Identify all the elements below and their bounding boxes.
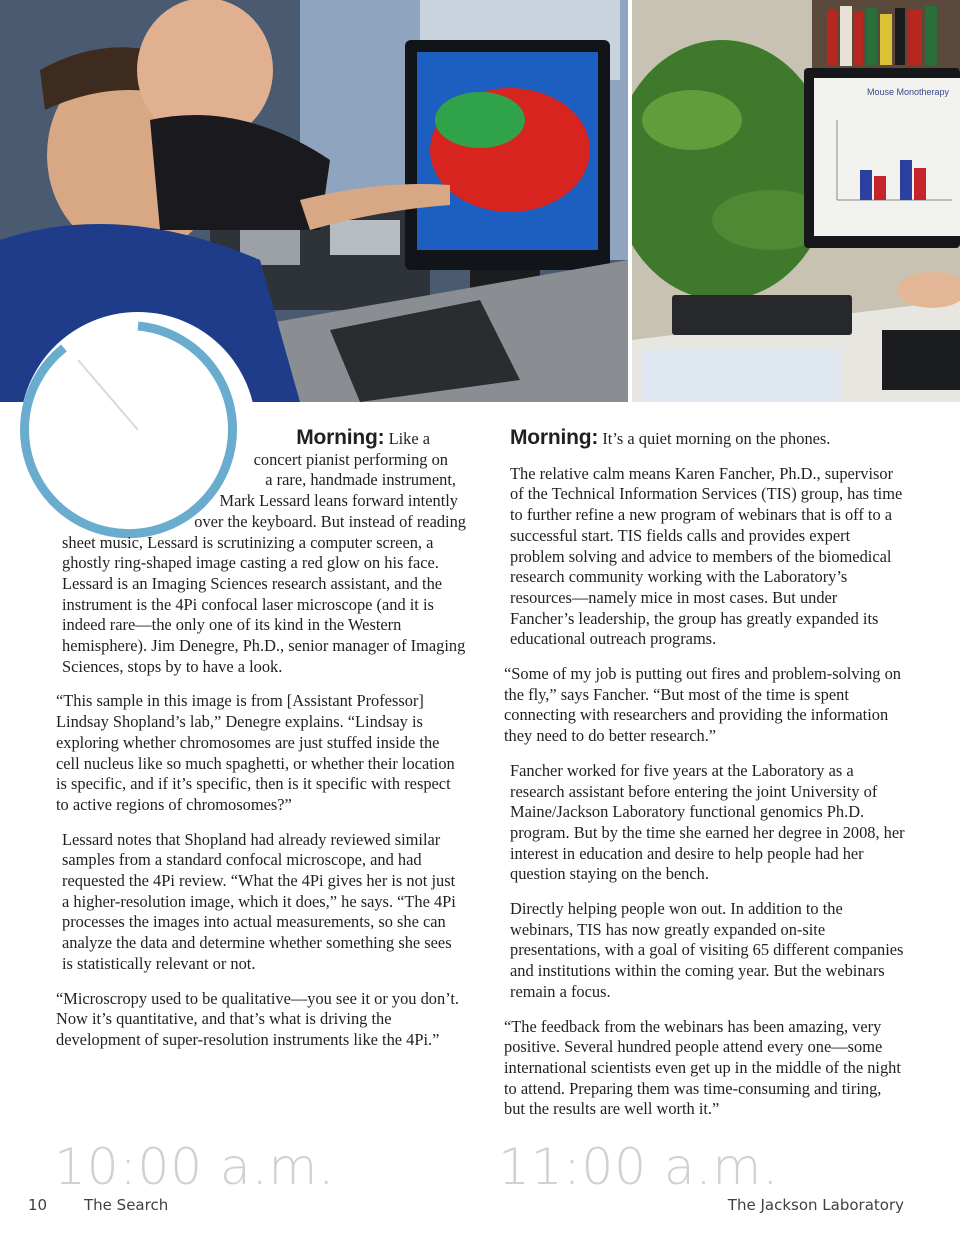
right-lede: Morning: It’s a quiet morning on the phones. — [510, 426, 831, 449]
time-stamp-10am: 10:00 a.m. — [54, 1138, 336, 1196]
left-paragraph-4: “Microscropy used to be qualitative—you see it or you don’t. Now it’s quantitative, and that’s what is driving the development of super-resolution instruments like the 4Pi.” — [56, 988, 460, 1049]
monitor-chart-title: Mouse Monotherapy — [867, 87, 950, 97]
right-article — [504, 426, 905, 1134]
right-paragraph-2: The relative calm means Karen Fancher, Ph.D., supervisor of the Technical Information Services (TIS) group, has time to further refine a new program of webinars that is off to a successful start. TIS fields calls and provides expert problem solving and advice to members of the biomedical research community working with the Laboratory’s resources—namely mice in most cases. But under Fancher’s leadership, the group has greatly expanded its educational outreach programs. — [510, 463, 903, 649]
right-lead-word: Morning: — [510, 426, 599, 449]
right-paragraph-6: “The feedback from the webinars has been amazing, very positive. Several hundred people attend every one—some international scientists even get up in the middle of the night to attend. Preparing them was time-consuming and tiring, but the results are well worth it.” — [504, 1016, 901, 1119]
time-stamp-11am: 11:00 a.m. — [498, 1138, 780, 1196]
left-lede: Morning: Like a concert pianist performing on a rare, handmade instrument, Mark Lessard leans forward intently over the keyboard. But instead of reading sheet music, Lessard is scrutinizing a computer screen, a ghostly ring-shaped image casting a red glow on his face. Lessard is an Imaging Sciences research assistant, and the instrument is the 4Pi confocal laser microscope (and it is indeed rare—the only one of its kind in the Western hemisphere). Jim Denegre, Ph.D., senior manager of Imaging Sciences, stops by to have a look. — [62, 426, 466, 676]
page-number: 10 — [28, 1196, 48, 1214]
left-article — [56, 426, 466, 1065]
publication-name: The Search — [84, 1196, 169, 1214]
left-lead-word: Morning: — [296, 426, 385, 449]
header-photo-band — [0, 0, 960, 402]
office-monitor-photo — [632, 0, 960, 402]
left-paragraph-3: Lessard notes that Shopland had already reviewed similar samples from a standard confocal microscope, and had requested the 4Pi review. “What the 4Pi gives her is not just a higher-resolution image, which it does,” he says. “The 4Pi processes the images into actual measurements, so she can analyze the data and determine whether something she sees is statistically relevant or not. — [62, 829, 456, 973]
left-paragraph-1-rest: sheet music, Lessard is scrutinizing a computer screen, a ghostly ring-shaped image casting a red glow on his face. Lessard is an Imaging Sciences research assistant, and the instrument is the 4Pi confocal laser microscope (and it is indeed rare—the only one of its kind in the Western hemisphere). Jim Denegre, Ph.D., senior manager of Imaging Sciences, stops by to have a look. — [62, 532, 466, 676]
organization-name: The Jackson Laboratory — [727, 1196, 904, 1214]
left-paragraph-2: “This sample in this image is from [Assistant Professor] Lindsay Shopland’s lab,” Denegre explains. “Lindsay is exploring whether chromosomes are just stuffed inside the cell nucleus like so much spaghetti, or whether their location is specific, and if it’s specific, then is it specific with respect to active regions of chromosomes?” — [56, 691, 455, 814]
right-paragraph-5: Directly helping people won out. In addition to the webinars, TIS has now greatly expanded on-site presentations, with a goal of visiting 65 different companies and institutions within the coming year. But the webinars remain a focus. — [510, 899, 904, 1001]
right-paragraph-4: Fancher worked for five years at the Laboratory as a research assistant before entering the joint University of Maine/Jackson Laboratory functional genomics Ph.D. program. But by the time she earned her degree in 2008, her interest in education and desire to help people had her question staying on the bench. — [510, 760, 905, 884]
right-paragraph-3: “Some of my job is putting out fires and problem-solving on the fly,” says Fancher. “But most of the time is spent connecting with researchers and providing the information they need to do better research.” — [504, 664, 901, 746]
